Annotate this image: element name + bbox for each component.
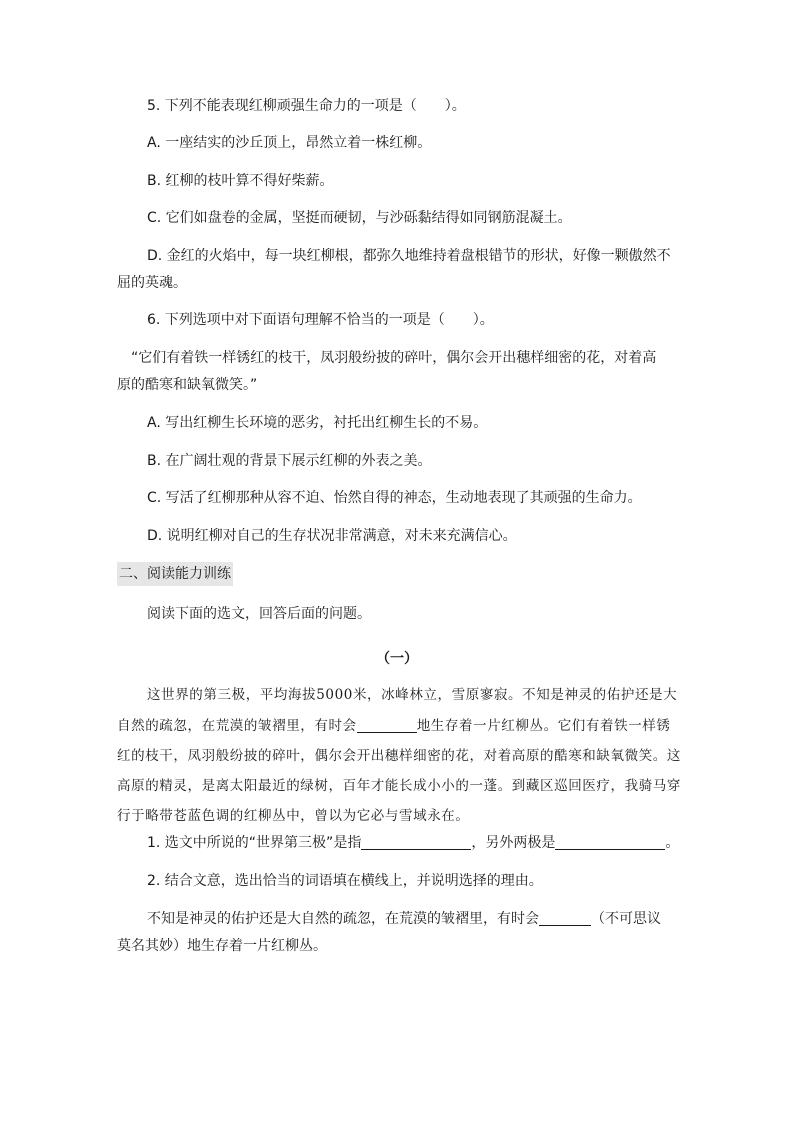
passage-line2-post: 地生存着一片红柳丛。它们有着铁一样锈	[416, 718, 671, 734]
q1-line	[147, 830, 707, 856]
passage-blank[interactable]	[357, 716, 417, 733]
q6-quote-line2: 原的酷寒和缺氧微笑。”	[117, 377, 258, 393]
q5-option-b: B. 红柳的枝叶算不得好柴薪。	[147, 173, 334, 189]
section-heading: 二、阅读能力训练	[117, 562, 233, 586]
q2-blank[interactable]	[539, 909, 591, 926]
q6-option-d: D. 说明红柳对自己的生存状况非常满意，对未来充满信心。	[147, 528, 517, 544]
q5-option-d-line2: 屈的英魂。	[117, 275, 187, 291]
q6-option-c: C. 写活了红柳那种从容不迫、怡然自得的神态，生动地表现了其顽强的生命力。	[147, 490, 642, 506]
q6-option-a: A. 写出红柳生长环境的恶劣，衬托出红柳生长的不易。	[147, 415, 488, 431]
passage-line2-pre: 自然的疏忽，在荒漠的皱褶里，有时会	[117, 718, 357, 734]
passage-line5: 行于略带苍蓝色调的红柳丛中，曾以为它必与雪域永在。	[117, 808, 470, 824]
q5-stem: 5. 下列不能表现红柳顽强生命力的一项是（ ）。	[147, 98, 466, 114]
section-instruction: 阅读下面的选文，回答后面的问题。	[147, 606, 371, 622]
passage-title: （一）	[376, 651, 418, 667]
q6-quote-line1: “它们有着铁一样锈红的枝干，凤羽般纷披的碎叶，偶尔会开出穗样细密的花，对着高	[131, 350, 657, 366]
passage-line3: 红的枝干，凤羽般纷披的碎叶，偶尔会开出穗样细密的花，对着高原的酷寒和缺氧微笑。这	[117, 748, 681, 764]
q5-option-a: A. 一座结实的沙丘顶上，昂然立着一株红柳。	[147, 135, 432, 151]
q2-line1-pre: 不知是神灵的佑护还是大自然的疏忽，在荒漠的皱褶里，有时会	[147, 911, 539, 927]
q1-blank-1[interactable]	[361, 833, 471, 850]
q1-text-mid: ，另外两极是	[471, 835, 556, 851]
q2-stem: 2. 结合文意，选出恰当的词语填在横线上，并说明选择的理由。	[147, 873, 543, 889]
q2-line1	[147, 906, 707, 932]
passage-line4: 高原的精灵，是离太阳最近的绿树，百年才能长成小小的一蓬。到藏区巡回医疗，我骑马穿	[117, 778, 681, 794]
q5-option-c: C. 它们如盘卷的金属，坚挺而硬韧，与沙砾黏结得如同钢筋混凝土。	[147, 210, 572, 226]
passage-line1: 这世界的第三极，平均海拔5000米，冰峰林立，雪原寥寂。不知是神灵的佑护还是大	[147, 687, 678, 703]
q5-option-d-line1: D. 金红的火焰中，每一块红柳根，都弥久地维持着盘根错节的形状，好像一颗傲然不	[147, 248, 671, 264]
q2-line1-post: （不可思议	[591, 911, 661, 927]
q1-text-pre: 1. 选文中所说的“世界第三极”是指	[147, 835, 362, 851]
q1-text-post: 。	[665, 835, 680, 851]
q2-line2: 莫名其妙）地生存着一片红柳丛。	[117, 938, 327, 954]
q6-option-b: B. 在广阔壮观的背景下展示红柳的外表之美。	[147, 453, 432, 469]
q6-stem: 6. 下列选项中对下面语句理解不恰当的一项是（ ）。	[147, 312, 494, 328]
passage-line2	[117, 713, 677, 739]
q1-blank-2[interactable]	[555, 833, 665, 850]
